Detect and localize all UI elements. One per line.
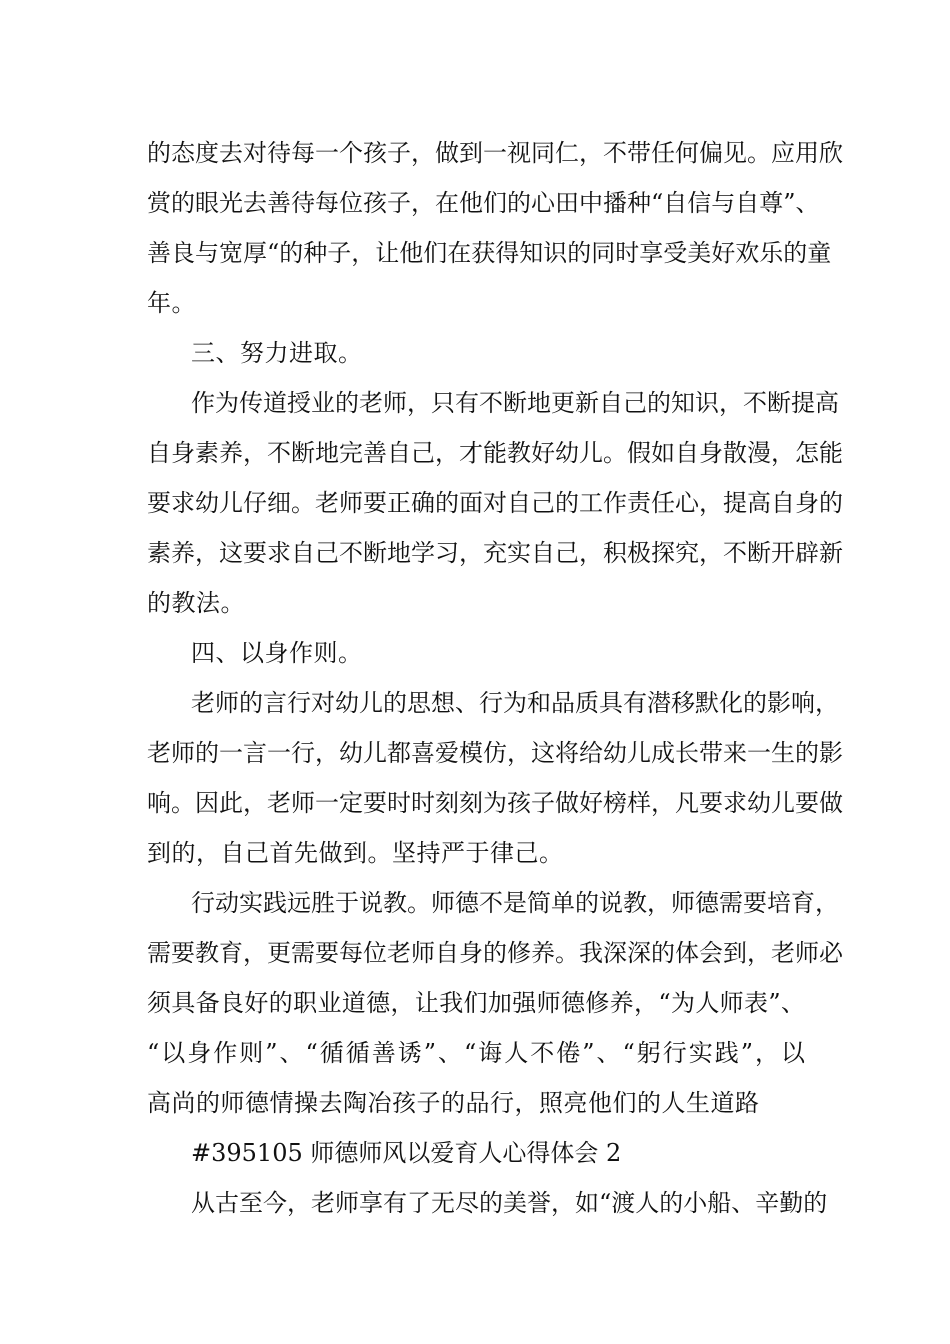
paragraph-line: 老师的言行对幼儿的思想、行为和品质具有潜移默化的影响， (191, 689, 839, 717)
paragraph-line: 年。 (147, 289, 196, 317)
paragraph-line: “以身作则”、“循循善诱”、“诲人不倦”、“躬行实践”，以 (147, 1039, 805, 1067)
paragraph-line: 须具备良好的职业道德，让我们加强师德修养，“为人师表”、 (147, 989, 805, 1017)
paragraph-line: 作为传道授业的老师，只有不断地更新自己的知识，不断提高 (191, 389, 839, 417)
paragraph-line: 老师的一言一行，幼儿都喜爱模仿，这将给幼儿成长带来一生的影 (147, 739, 843, 767)
paragraph-line: 自身素养，不断地完善自己，才能教好幼儿。假如自身散漫，怎能 (147, 439, 843, 467)
paragraph-line: 要求幼儿仔细。老师要正确的面对自己的工作责任心，提高自身的 (147, 489, 843, 517)
paragraph-line: 需要教育，更需要每位老师自身的修养。我深深的体会到，老师必 (147, 939, 843, 967)
article-title: #395105 师德师风以爱育人心得体会 2 (191, 1139, 622, 1167)
paragraph-line: 素养，这要求自己不断地学习，充实自己，积极探究，不断开辟新 (147, 539, 843, 567)
paragraph-line: 到的，自己首先做到。坚持严于律己。 (147, 839, 564, 867)
paragraph-line: 善良与宽厚“的种子，让他们在获得知识的同时享受美好欢乐的童 (147, 239, 832, 267)
paragraph-line: 行动实践远胜于说教。师德不是简单的说教，师德需要培育， (191, 889, 839, 917)
paragraph-line: 从古至今，老师享有了无尽的美誉，如“渡人的小船、辛勤的 (191, 1189, 828, 1217)
section-heading: 三、努力进取。 (191, 339, 363, 367)
paragraph-line: 赏的眼光去善待每位孩子，在他们的心田中播种“自信与自尊”、 (147, 189, 820, 217)
paragraph-line: 的教法。 (147, 589, 245, 617)
paragraph-line: 的态度去对待每一个孩子，做到一视同仁，不带任何偏见。应用欣 (147, 139, 843, 167)
paragraph-line: 响。因此，老师一定要时时刻刻为孩子做好榜样，凡要求幼儿要做 (147, 789, 843, 817)
section-heading: 四、以身作则。 (191, 639, 363, 667)
paragraph-line: 高尚的师德情操去陶冶孩子的品行，照亮他们的人生道路 (147, 1089, 760, 1117)
